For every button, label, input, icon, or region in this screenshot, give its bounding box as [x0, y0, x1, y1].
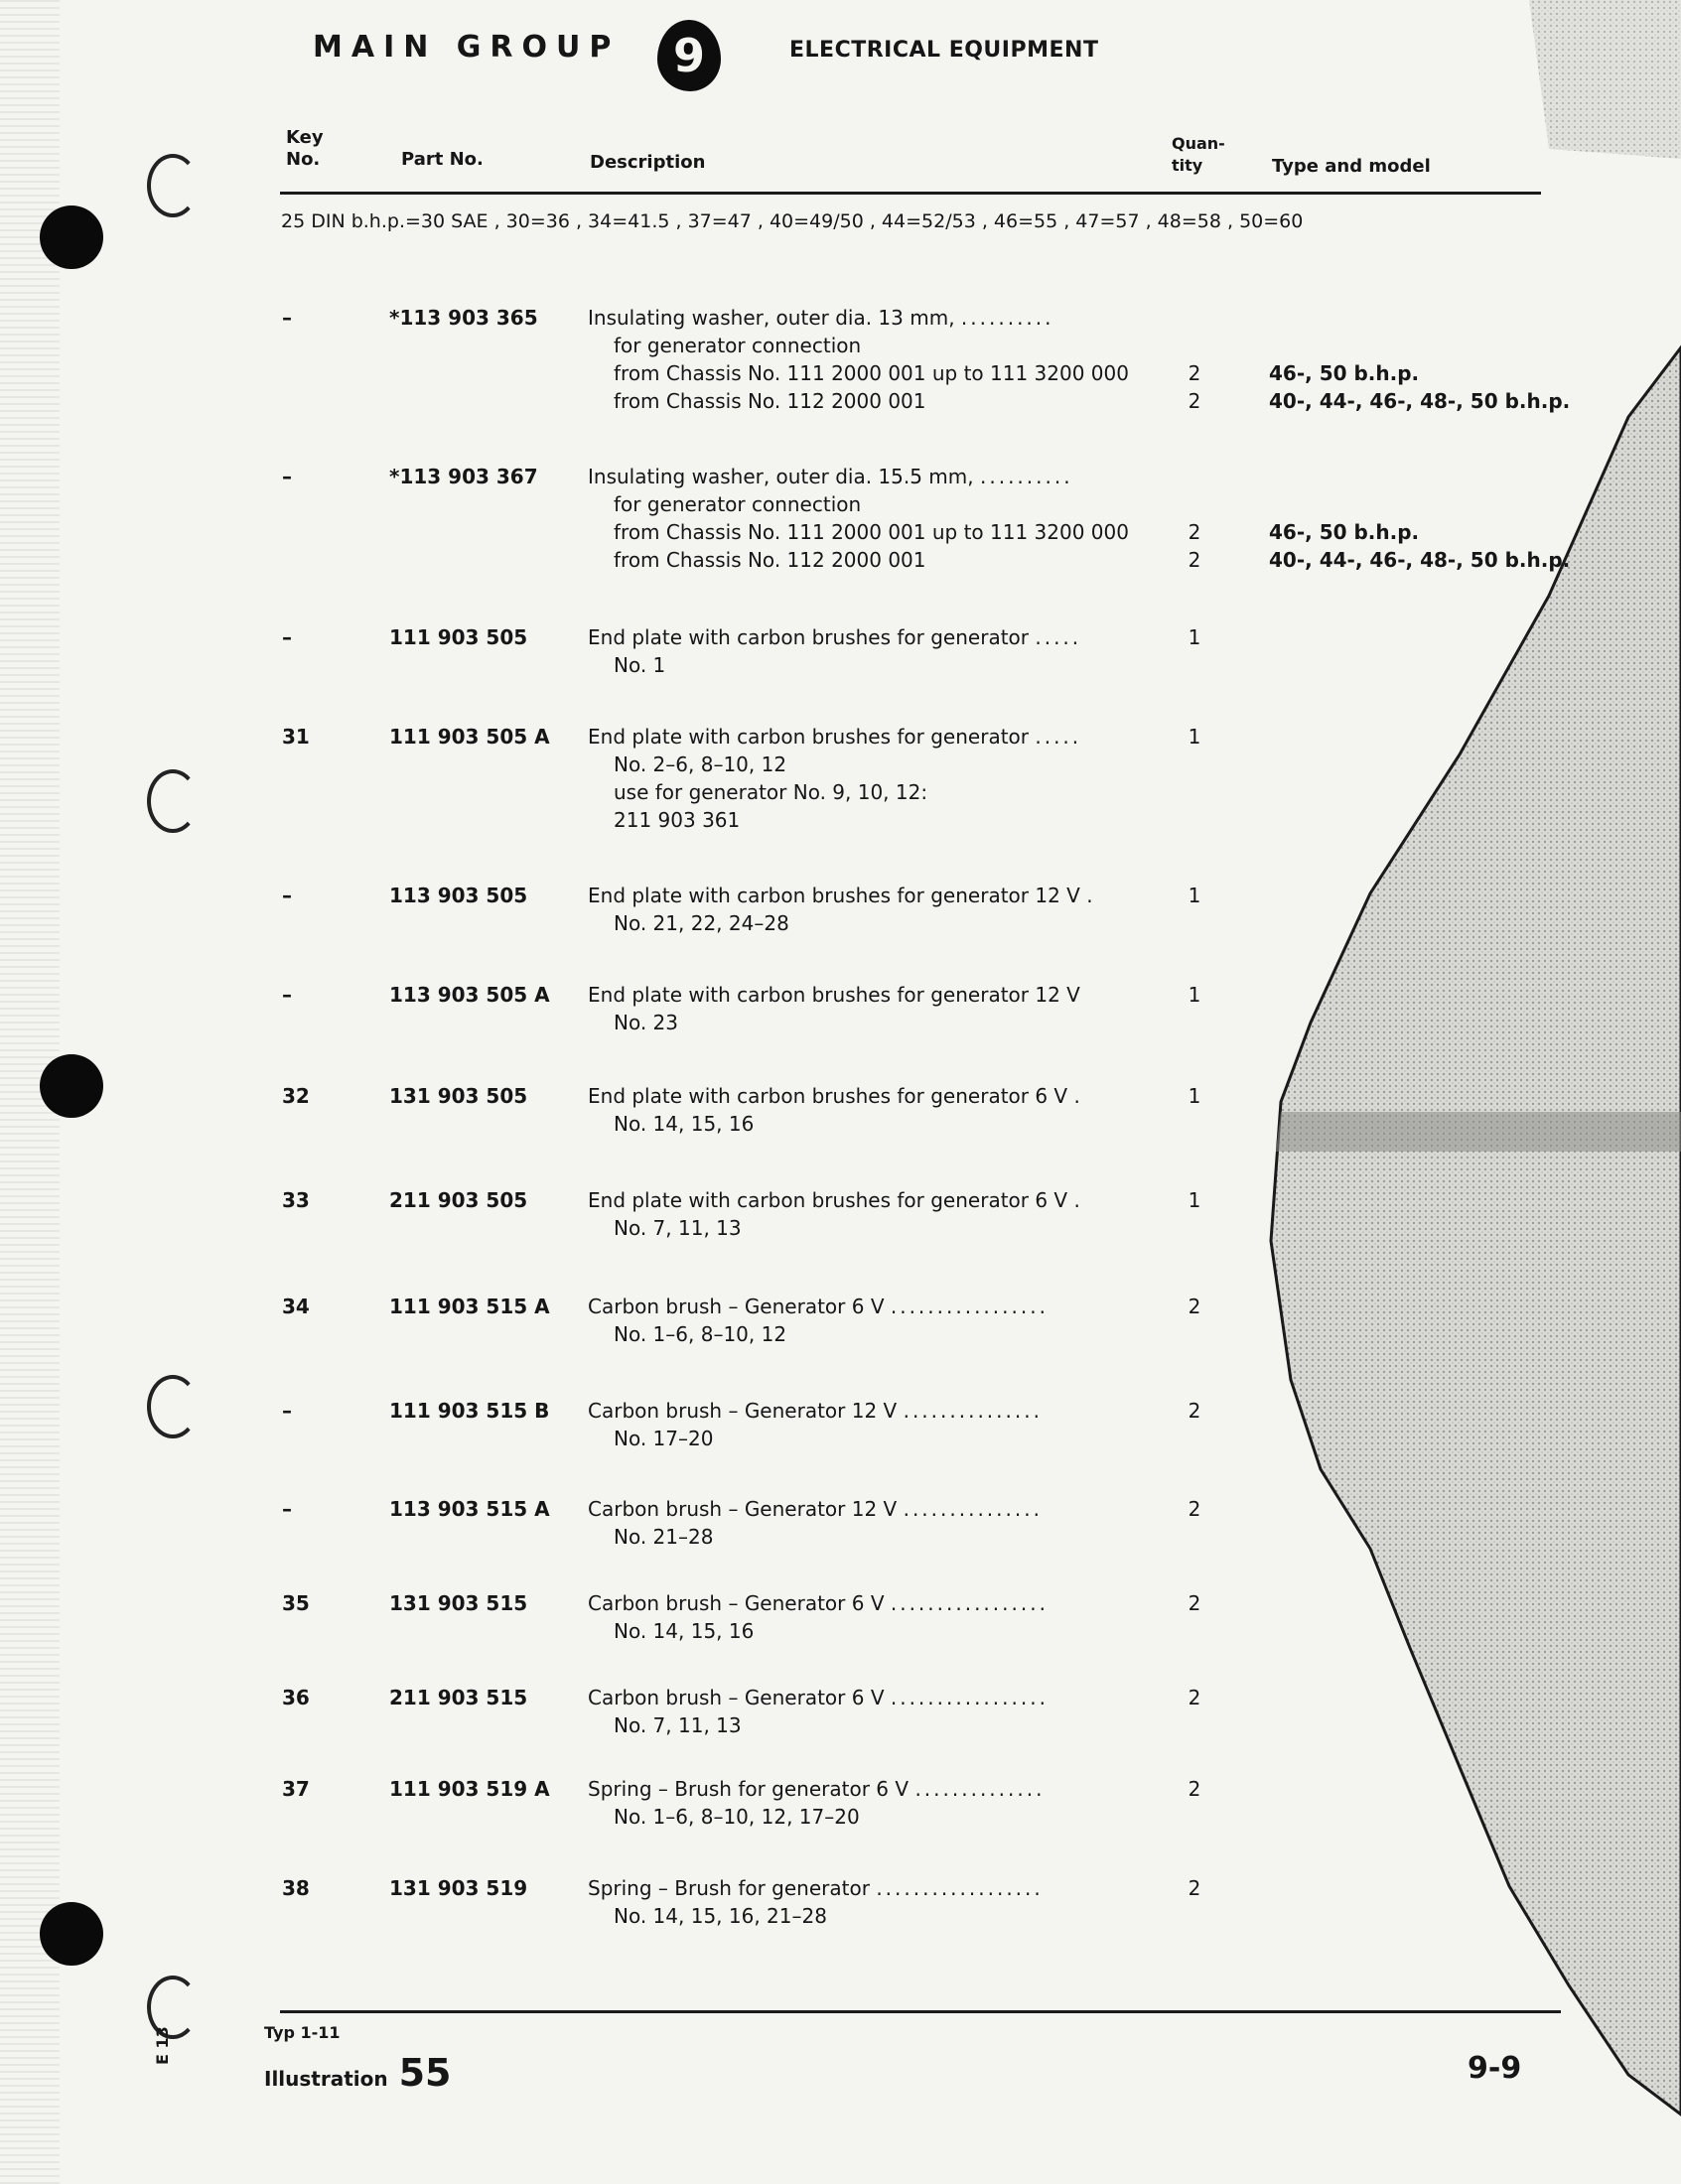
part-no: *113 903 365: [389, 306, 538, 330]
description-line: [588, 1186, 1080, 1214]
quantity: 2: [1188, 1591, 1201, 1615]
description-line: [588, 1214, 1080, 1242]
quantity: 2: [1188, 361, 1201, 385]
description-line: [588, 1711, 1049, 1739]
quantity: 2: [1188, 1876, 1201, 1900]
header-rule: [280, 192, 1541, 195]
part-row: [0, 1874, 1681, 1983]
part-no: 131 903 519: [389, 1876, 528, 1900]
description-line: [588, 1009, 1080, 1036]
description-line: [588, 1874, 1044, 1902]
quantity: 2: [1188, 520, 1201, 544]
leader-dots: ..........: [960, 306, 1054, 330]
description: [588, 1397, 1043, 1452]
description-line: [588, 778, 1081, 806]
description-text: for generator connection: [614, 492, 862, 516]
footer-illustration: [264, 2051, 451, 2095]
description-text: Spring – Brush for generator: [588, 1876, 870, 1900]
description: [588, 1589, 1049, 1645]
part-no: *113 903 367: [389, 465, 538, 488]
part-no: 131 903 515: [389, 1591, 528, 1615]
description-text: End plate with carbon brushes for generator 6 V .: [588, 1084, 1080, 1108]
key-no: –: [282, 625, 292, 649]
footer-rule: [280, 2010, 1561, 2013]
quantity: 1: [1188, 1084, 1201, 1108]
col-quantity: [1172, 133, 1225, 177]
leader-dots: ..........: [980, 465, 1073, 488]
quantity: 2: [1188, 1399, 1201, 1423]
description-line: [588, 623, 1081, 651]
part-row: [0, 463, 1681, 572]
description: [588, 882, 1093, 937]
part-no: 111 903 515 A: [389, 1295, 550, 1318]
type-model: 46-, 50 b.h.p.: [1269, 520, 1420, 544]
description-text: Carbon brush – Generator 6 V: [588, 1686, 885, 1709]
description: [588, 463, 1129, 574]
description-text: Carbon brush – Generator 6 V: [588, 1591, 885, 1615]
description-text: No. 1–6, 8–10, 12, 17–20: [614, 1805, 860, 1829]
description: [588, 1495, 1043, 1551]
leader-dots: .....: [1035, 625, 1082, 649]
description-line: [588, 1425, 1043, 1452]
illustration-label: Illustration: [264, 2067, 388, 2091]
col-key-no: [286, 127, 324, 171]
description-line: [588, 546, 1129, 574]
description-text: Insulating washer, outer dia. 15.5 mm,: [588, 465, 974, 488]
description-text: from Chassis No. 112 2000 001: [614, 389, 926, 413]
description-line: [588, 518, 1129, 546]
leader-dots: .....: [1035, 725, 1082, 749]
part-row: [0, 623, 1681, 733]
description-line: [588, 723, 1081, 751]
key-no: 33: [282, 1188, 310, 1212]
description-text: Spring – Brush for generator 6 V: [588, 1777, 910, 1801]
description-text: 211 903 361: [614, 808, 741, 832]
leader-dots: ..............: [914, 1777, 1046, 1801]
description-text: No. 1–6, 8–10, 12: [614, 1322, 787, 1346]
quantity: 2: [1188, 1686, 1201, 1709]
key-no: 37: [282, 1777, 310, 1801]
description-text: No. 21–28: [614, 1525, 714, 1549]
col-key-line2: No.: [286, 149, 321, 170]
description-text: from Chassis No. 111 2000 001 up to 111 3200 000: [614, 361, 1129, 385]
description-text: No. 21, 22, 24–28: [614, 911, 789, 935]
description-line: [588, 1684, 1049, 1711]
description-text: End plate with carbon brushes for generator 12 V .: [588, 884, 1093, 907]
col-key-line1: Key: [286, 127, 324, 148]
quantity: 1: [1188, 983, 1201, 1007]
key-no: 38: [282, 1876, 310, 1900]
description-text: for generator connection: [614, 334, 862, 357]
description-line: [588, 1902, 1044, 1930]
key-no: –: [282, 983, 292, 1007]
part-row: [0, 1589, 1681, 1699]
quantity: 2: [1188, 548, 1201, 572]
part-row: [0, 1082, 1681, 1191]
key-no: –: [282, 465, 292, 488]
type-model: 40-, 44-, 46-, 48-, 50 b.h.p.: [1269, 389, 1571, 413]
description-text: End plate with carbon brushes for generator 12 V: [588, 983, 1080, 1007]
description-text: No. 14, 15, 16: [614, 1112, 755, 1136]
description-line: [588, 882, 1093, 909]
leader-dots: ...............: [903, 1497, 1043, 1521]
description: [588, 1186, 1080, 1242]
key-no: 34: [282, 1295, 310, 1318]
description: [588, 1293, 1049, 1348]
description-line: [588, 1110, 1080, 1138]
part-no: 131 903 505: [389, 1084, 528, 1108]
description-line: [588, 1293, 1049, 1320]
description-text: use for generator No. 9, 10, 12:: [614, 780, 928, 804]
description-text: Carbon brush – Generator 12 V: [588, 1399, 898, 1423]
quantity: 2: [1188, 1777, 1201, 1801]
description-text: No. 14, 15, 16, 21–28: [614, 1904, 827, 1928]
leader-dots: ...............: [903, 1399, 1043, 1423]
description-line: [588, 359, 1129, 387]
hp-conversion-line: 25 DIN b.h.p.=30 SAE , 30=36 , 34=41.5 , 37=47 , 40=49/50 , 44=52/53 , 46=55 , 47=57 , 48=58 , 50=60: [281, 210, 1304, 232]
key-no: –: [282, 1399, 292, 1423]
description-text: No. 23: [614, 1011, 679, 1034]
description-line: [588, 1523, 1043, 1551]
description-text: End plate with carbon brushes for generator: [588, 625, 1029, 649]
group-number-badge: [657, 20, 721, 91]
description-text: Carbon brush – Generator 6 V: [588, 1295, 885, 1318]
description-line: [588, 651, 1081, 679]
type-model: 46-, 50 b.h.p.: [1269, 361, 1420, 385]
description-text: No. 7, 11, 13: [614, 1216, 742, 1240]
description-line: [588, 1775, 1045, 1803]
description-line: [588, 1397, 1043, 1425]
description: [588, 723, 1081, 834]
description-line: [588, 981, 1080, 1009]
description-text: No. 17–20: [614, 1427, 714, 1450]
description-text: End plate with carbon brushes for generator 6 V .: [588, 1188, 1080, 1212]
description-line: [588, 806, 1081, 834]
key-no: 36: [282, 1686, 310, 1709]
part-no: 113 903 505 A: [389, 983, 550, 1007]
main-group-title: MAIN GROUP: [313, 30, 621, 65]
description: [588, 1082, 1080, 1138]
description-line: [588, 1495, 1043, 1523]
quantity: 2: [1188, 1295, 1201, 1318]
description-text: No. 14, 15, 16: [614, 1619, 755, 1643]
description-text: Insulating washer, outer dia. 13 mm,: [588, 306, 955, 330]
key-no: –: [282, 884, 292, 907]
key-no: 32: [282, 1084, 310, 1108]
description-text: from Chassis No. 111 2000 001 up to 111 3200 000: [614, 520, 1129, 544]
part-no: 211 903 505: [389, 1188, 528, 1212]
description-text: No. 2–6, 8–10, 12: [614, 752, 787, 776]
part-row: [0, 1293, 1681, 1402]
part-no: 111 903 505 A: [389, 725, 550, 749]
description-line: [588, 490, 1129, 518]
col-quantity-line1: Quan-: [1172, 134, 1225, 153]
quantity: 1: [1188, 884, 1201, 907]
illustration-number: 55: [398, 2051, 452, 2095]
part-row: [0, 1495, 1681, 1604]
description-line: [588, 909, 1093, 937]
description-text: No. 1: [614, 653, 666, 677]
description: [588, 1874, 1044, 1930]
key-no: 35: [282, 1591, 310, 1615]
part-no: 111 903 519 A: [389, 1777, 550, 1801]
description: [588, 1684, 1049, 1739]
quantity: 2: [1188, 389, 1201, 413]
quantity: 2: [1188, 1497, 1201, 1521]
description-text: from Chassis No. 112 2000 001: [614, 548, 926, 572]
part-no: 113 903 515 A: [389, 1497, 550, 1521]
col-part-no: Part No.: [401, 149, 484, 170]
part-no: 211 903 515: [389, 1686, 528, 1709]
key-no: –: [282, 1497, 292, 1521]
footer-type-range: Typ 1-11: [264, 2023, 341, 2042]
leader-dots: ..................: [876, 1876, 1044, 1900]
description-line: [588, 1589, 1049, 1617]
part-row: [0, 981, 1681, 1090]
col-quantity-line2: tity: [1172, 156, 1203, 175]
description-line: [588, 387, 1129, 415]
part-no: 111 903 505: [389, 625, 528, 649]
part-row: [0, 1397, 1681, 1506]
side-code: E 13: [153, 2026, 172, 2065]
col-description: Description: [590, 152, 706, 173]
description-text: Carbon brush – Generator 12 V: [588, 1497, 898, 1521]
quantity: 1: [1188, 725, 1201, 749]
part-row: [0, 1186, 1681, 1296]
part-row: [0, 723, 1681, 832]
description-text: End plate with carbon brushes for generator: [588, 725, 1029, 749]
group-number: 9: [672, 29, 705, 82]
type-model: 40-, 44-, 46-, 48-, 50 b.h.p.: [1269, 548, 1571, 572]
quantity: 1: [1188, 625, 1201, 649]
description-line: [588, 1082, 1080, 1110]
leader-dots: .................: [890, 1591, 1049, 1615]
description: [588, 623, 1081, 679]
description: [588, 304, 1129, 415]
part-row: [0, 304, 1681, 413]
section-title: ELECTRICAL EQUIPMENT: [789, 38, 1099, 63]
page-number: 9-9: [1468, 2051, 1522, 2086]
part-no: 113 903 505: [389, 884, 528, 907]
quantity: 1: [1188, 1188, 1201, 1212]
part-no: 111 903 515 B: [389, 1399, 550, 1423]
description-line: [588, 1320, 1049, 1348]
description: [588, 981, 1080, 1036]
part-row: [0, 1775, 1681, 1884]
description-line: [588, 304, 1129, 332]
description-line: [588, 1617, 1049, 1645]
key-no: –: [282, 306, 292, 330]
description-line: [588, 463, 1129, 490]
leader-dots: .................: [890, 1686, 1049, 1709]
description: [588, 1775, 1045, 1831]
leader-dots: .................: [890, 1295, 1049, 1318]
description-line: [588, 332, 1129, 359]
description-text: No. 7, 11, 13: [614, 1713, 742, 1737]
part-row: [0, 882, 1681, 991]
key-no: 31: [282, 725, 310, 749]
col-type-model: Type and model: [1272, 156, 1431, 177]
description-line: [588, 1803, 1045, 1831]
description-line: [588, 751, 1081, 778]
